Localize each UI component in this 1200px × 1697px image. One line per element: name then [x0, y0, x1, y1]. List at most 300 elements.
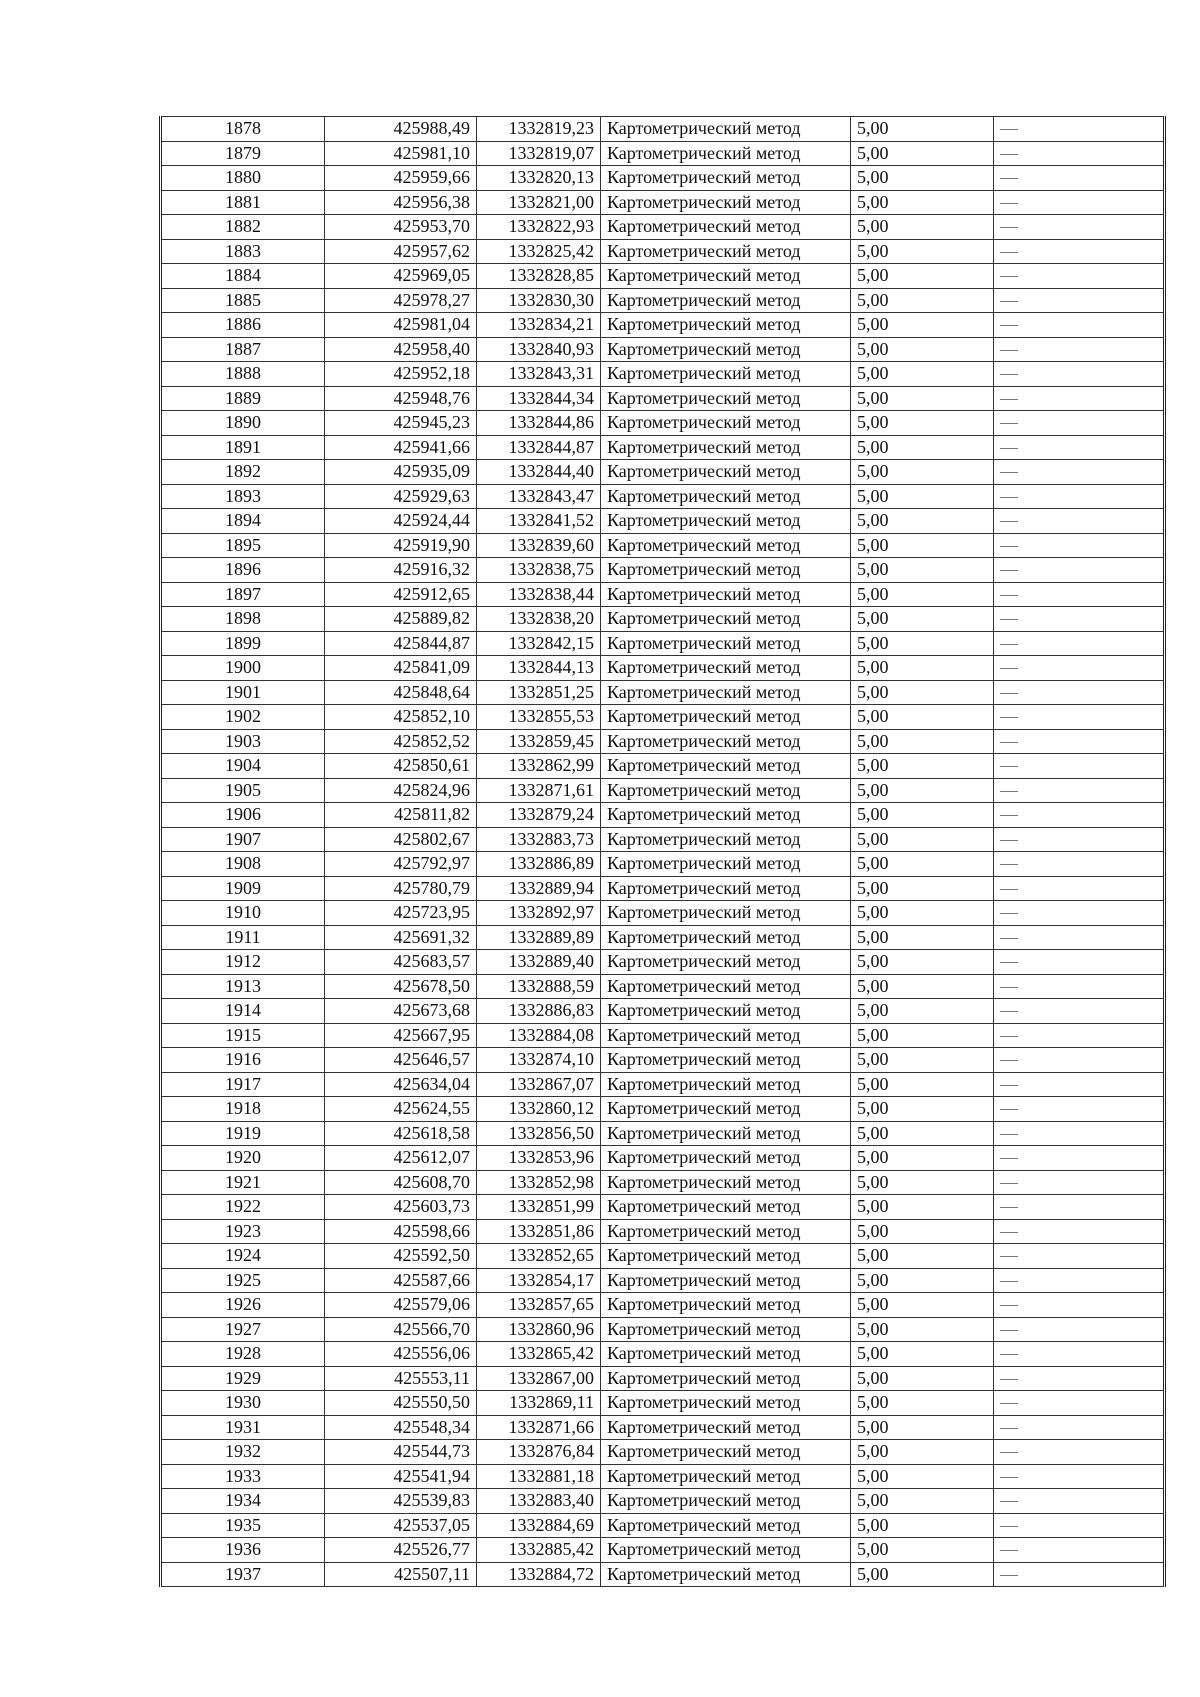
description-cell: —: [994, 1268, 1165, 1293]
table-row: [161, 901, 1165, 926]
method-cell: Картометрический метод: [601, 1391, 851, 1416]
accuracy-cell: 5,00: [851, 215, 994, 240]
table-row: [161, 1464, 1165, 1489]
x-coordinate-cell: 425678,50: [325, 974, 477, 999]
accuracy-cell: 5,00: [851, 827, 994, 852]
point-number-cell: 1915: [161, 1023, 325, 1048]
point-number-cell: 1899: [161, 631, 325, 656]
point-number-cell: 1925: [161, 1268, 325, 1293]
y-coordinate-cell: 1332839,60: [477, 533, 601, 558]
table-row: [161, 362, 1165, 387]
method-cell: Картометрический метод: [601, 313, 851, 338]
x-coordinate-cell: 425792,97: [325, 852, 477, 877]
table-body: [161, 117, 1165, 1587]
description-cell: —: [994, 435, 1165, 460]
description-cell: —: [994, 533, 1165, 558]
description-cell: —: [994, 362, 1165, 387]
method-cell: Картометрический метод: [601, 190, 851, 215]
point-number-cell: 1890: [161, 411, 325, 436]
y-coordinate-cell: 1332842,15: [477, 631, 601, 656]
method-cell: Картометрический метод: [601, 754, 851, 779]
point-number-cell: 1919: [161, 1121, 325, 1146]
table-row: [161, 288, 1165, 313]
accuracy-cell: 5,00: [851, 729, 994, 754]
x-coordinate-cell: 425889,82: [325, 607, 477, 632]
table-row: [161, 1072, 1165, 1097]
table-row: [161, 558, 1165, 583]
method-cell: Картометрический метод: [601, 1170, 851, 1195]
table-row: [161, 631, 1165, 656]
point-number-cell: 1881: [161, 190, 325, 215]
x-coordinate-cell: 425553,11: [325, 1366, 477, 1391]
description-cell: —: [994, 778, 1165, 803]
x-coordinate-cell: 425841,09: [325, 656, 477, 681]
description-cell: —: [994, 166, 1165, 191]
description-cell: —: [994, 1293, 1165, 1318]
y-coordinate-cell: 1332828,85: [477, 264, 601, 289]
table-row: [161, 386, 1165, 411]
description-cell: —: [994, 558, 1165, 583]
y-coordinate-cell: 1332820,13: [477, 166, 601, 191]
accuracy-cell: 5,00: [851, 264, 994, 289]
point-number-cell: 1895: [161, 533, 325, 558]
point-number-cell: 1882: [161, 215, 325, 240]
x-coordinate-cell: 425592,50: [325, 1244, 477, 1269]
y-coordinate-cell: 1332851,99: [477, 1195, 601, 1220]
description-cell: —: [994, 337, 1165, 362]
method-cell: Картометрический метод: [601, 1268, 851, 1293]
y-coordinate-cell: 1332884,72: [477, 1562, 601, 1587]
point-number-cell: 1885: [161, 288, 325, 313]
method-cell: Картометрический метод: [601, 264, 851, 289]
accuracy-cell: 5,00: [851, 1489, 994, 1514]
y-coordinate-cell: 1332883,40: [477, 1489, 601, 1514]
method-cell: Картометрический метод: [601, 729, 851, 754]
point-number-cell: 1913: [161, 974, 325, 999]
y-coordinate-cell: 1332859,45: [477, 729, 601, 754]
description-cell: —: [994, 1121, 1165, 1146]
accuracy-cell: 5,00: [851, 925, 994, 950]
x-coordinate-cell: 425848,64: [325, 680, 477, 705]
method-cell: Картометрический метод: [601, 558, 851, 583]
table-row: [161, 1195, 1165, 1220]
y-coordinate-cell: 1332857,65: [477, 1293, 601, 1318]
x-coordinate-cell: 425953,70: [325, 215, 477, 240]
method-cell: Картометрический метод: [601, 1023, 851, 1048]
description-cell: —: [994, 1146, 1165, 1171]
y-coordinate-cell: 1332851,25: [477, 680, 601, 705]
table-row: [161, 264, 1165, 289]
y-coordinate-cell: 1332862,99: [477, 754, 601, 779]
point-number-cell: 1930: [161, 1391, 325, 1416]
point-number-cell: 1928: [161, 1342, 325, 1367]
accuracy-cell: 5,00: [851, 754, 994, 779]
accuracy-cell: 5,00: [851, 876, 994, 901]
method-cell: Картометрический метод: [601, 1121, 851, 1146]
accuracy-cell: 5,00: [851, 1464, 994, 1489]
table-row: [161, 778, 1165, 803]
x-coordinate-cell: 425957,62: [325, 239, 477, 264]
description-cell: —: [994, 509, 1165, 534]
point-number-cell: 1929: [161, 1366, 325, 1391]
accuracy-cell: 5,00: [851, 1170, 994, 1195]
method-cell: Картометрический метод: [601, 533, 851, 558]
point-number-cell: 1894: [161, 509, 325, 534]
accuracy-cell: 5,00: [851, 950, 994, 975]
y-coordinate-cell: 1332867,07: [477, 1072, 601, 1097]
point-number-cell: 1931: [161, 1415, 325, 1440]
x-coordinate-cell: 425683,57: [325, 950, 477, 975]
description-cell: —: [994, 803, 1165, 828]
description-cell: —: [994, 1170, 1165, 1195]
description-cell: —: [994, 1048, 1165, 1073]
table-row: [161, 411, 1165, 436]
y-coordinate-cell: 1332840,93: [477, 337, 601, 362]
y-coordinate-cell: 1332841,52: [477, 509, 601, 534]
table-row: [161, 1562, 1165, 1587]
description-cell: —: [994, 1023, 1165, 1048]
method-cell: Картометрический метод: [601, 141, 851, 166]
y-coordinate-cell: 1332884,69: [477, 1513, 601, 1538]
point-number-cell: 1934: [161, 1489, 325, 1514]
method-cell: Картометрический метод: [601, 680, 851, 705]
method-cell: Картометрический метод: [601, 239, 851, 264]
method-cell: Картометрический метод: [601, 901, 851, 926]
table-row: [161, 705, 1165, 730]
accuracy-cell: 5,00: [851, 362, 994, 387]
description-cell: —: [994, 631, 1165, 656]
method-cell: Картометрический метод: [601, 1219, 851, 1244]
point-number-cell: 1892: [161, 460, 325, 485]
method-cell: Картометрический метод: [601, 460, 851, 485]
method-cell: Картометрический метод: [601, 1072, 851, 1097]
description-cell: —: [994, 411, 1165, 436]
table-row: [161, 313, 1165, 338]
accuracy-cell: 5,00: [851, 1440, 994, 1465]
y-coordinate-cell: 1332889,94: [477, 876, 601, 901]
table-row: [161, 1391, 1165, 1416]
description-cell: —: [994, 705, 1165, 730]
point-number-cell: 1920: [161, 1146, 325, 1171]
method-cell: Картометрический метод: [601, 1097, 851, 1122]
table-row: [161, 190, 1165, 215]
method-cell: Картометрический метод: [601, 215, 851, 240]
table-row: [161, 1268, 1165, 1293]
y-coordinate-cell: 1332844,86: [477, 411, 601, 436]
description-cell: —: [994, 1366, 1165, 1391]
description-cell: —: [994, 386, 1165, 411]
table-row: [161, 509, 1165, 534]
description-cell: —: [994, 313, 1165, 338]
accuracy-cell: 5,00: [851, 1121, 994, 1146]
point-number-cell: 1879: [161, 141, 325, 166]
method-cell: Картометрический метод: [601, 778, 851, 803]
x-coordinate-cell: 425956,38: [325, 190, 477, 215]
accuracy-cell: 5,00: [851, 1415, 994, 1440]
x-coordinate-cell: 425537,05: [325, 1513, 477, 1538]
description-cell: —: [994, 460, 1165, 485]
point-number-cell: 1898: [161, 607, 325, 632]
method-cell: Картометрический метод: [601, 484, 851, 509]
table-row: [161, 166, 1165, 191]
point-number-cell: 1926: [161, 1293, 325, 1318]
point-number-cell: 1907: [161, 827, 325, 852]
x-coordinate-cell: 425852,10: [325, 705, 477, 730]
y-coordinate-cell: 1332871,61: [477, 778, 601, 803]
point-number-cell: 1884: [161, 264, 325, 289]
accuracy-cell: 5,00: [851, 460, 994, 485]
coordinates-table: [159, 116, 1166, 1587]
method-cell: Картометрический метод: [601, 117, 851, 142]
x-coordinate-cell: 425850,61: [325, 754, 477, 779]
y-coordinate-cell: 1332883,73: [477, 827, 601, 852]
x-coordinate-cell: 425556,06: [325, 1342, 477, 1367]
y-coordinate-cell: 1332884,08: [477, 1023, 601, 1048]
x-coordinate-cell: 425959,66: [325, 166, 477, 191]
y-coordinate-cell: 1332853,96: [477, 1146, 601, 1171]
table-row: [161, 239, 1165, 264]
method-cell: Картометрический метод: [601, 974, 851, 999]
y-coordinate-cell: 1332844,40: [477, 460, 601, 485]
description-cell: —: [994, 239, 1165, 264]
point-number-cell: 1891: [161, 435, 325, 460]
accuracy-cell: 5,00: [851, 1513, 994, 1538]
point-number-cell: 1910: [161, 901, 325, 926]
x-coordinate-cell: 425507,11: [325, 1562, 477, 1587]
table-row: [161, 460, 1165, 485]
x-coordinate-cell: 425608,70: [325, 1170, 477, 1195]
method-cell: Картометрический метод: [601, 166, 851, 191]
point-number-cell: 1918: [161, 1097, 325, 1122]
accuracy-cell: 5,00: [851, 1097, 994, 1122]
point-number-cell: 1922: [161, 1195, 325, 1220]
table-row: [161, 1489, 1165, 1514]
table-row: [161, 1146, 1165, 1171]
point-number-cell: 1909: [161, 876, 325, 901]
table-row: [161, 582, 1165, 607]
point-number-cell: 1923: [161, 1219, 325, 1244]
table-row: [161, 754, 1165, 779]
point-number-cell: 1906: [161, 803, 325, 828]
y-coordinate-cell: 1332830,30: [477, 288, 601, 313]
x-coordinate-cell: 425852,52: [325, 729, 477, 754]
method-cell: Картометрический метод: [601, 803, 851, 828]
description-cell: —: [994, 1489, 1165, 1514]
method-cell: Картометрический метод: [601, 607, 851, 632]
y-coordinate-cell: 1332819,07: [477, 141, 601, 166]
description-cell: —: [994, 999, 1165, 1024]
x-coordinate-cell: 425526,77: [325, 1538, 477, 1563]
y-coordinate-cell: 1332822,93: [477, 215, 601, 240]
table-row: [161, 1440, 1165, 1465]
point-number-cell: 1880: [161, 166, 325, 191]
accuracy-cell: 5,00: [851, 1391, 994, 1416]
y-coordinate-cell: 1332838,75: [477, 558, 601, 583]
table-row: [161, 1366, 1165, 1391]
point-number-cell: 1937: [161, 1562, 325, 1587]
description-cell: —: [994, 852, 1165, 877]
method-cell: Картометрический метод: [601, 876, 851, 901]
description-cell: —: [994, 925, 1165, 950]
y-coordinate-cell: 1332865,42: [477, 1342, 601, 1367]
point-number-cell: 1911: [161, 925, 325, 950]
x-coordinate-cell: 425544,73: [325, 1440, 477, 1465]
method-cell: Картометрический метод: [601, 1146, 851, 1171]
description-cell: —: [994, 1244, 1165, 1269]
point-number-cell: 1916: [161, 1048, 325, 1073]
x-coordinate-cell: 425624,55: [325, 1097, 477, 1122]
method-cell: Картометрический метод: [601, 1293, 851, 1318]
method-cell: Картометрический метод: [601, 827, 851, 852]
y-coordinate-cell: 1332834,21: [477, 313, 601, 338]
method-cell: Картометрический метод: [601, 852, 851, 877]
description-cell: —: [994, 1391, 1165, 1416]
point-number-cell: 1904: [161, 754, 325, 779]
description-cell: —: [994, 582, 1165, 607]
x-coordinate-cell: 425634,04: [325, 1072, 477, 1097]
y-coordinate-cell: 1332888,59: [477, 974, 601, 999]
point-number-cell: 1897: [161, 582, 325, 607]
y-coordinate-cell: 1332851,86: [477, 1219, 601, 1244]
x-coordinate-cell: 425566,70: [325, 1317, 477, 1342]
point-number-cell: 1914: [161, 999, 325, 1024]
table-row: [161, 1121, 1165, 1146]
point-number-cell: 1902: [161, 705, 325, 730]
point-number-cell: 1935: [161, 1513, 325, 1538]
method-cell: Картометрический метод: [601, 386, 851, 411]
x-coordinate-cell: 425603,73: [325, 1195, 477, 1220]
y-coordinate-cell: 1332886,83: [477, 999, 601, 1024]
accuracy-cell: 5,00: [851, 607, 994, 632]
x-coordinate-cell: 425811,82: [325, 803, 477, 828]
method-cell: Картометрический метод: [601, 950, 851, 975]
table-row: [161, 1048, 1165, 1073]
x-coordinate-cell: 425912,65: [325, 582, 477, 607]
table-row: [161, 680, 1165, 705]
x-coordinate-cell: 425612,07: [325, 1146, 477, 1171]
x-coordinate-cell: 425941,66: [325, 435, 477, 460]
description-cell: —: [994, 607, 1165, 632]
description-cell: —: [994, 974, 1165, 999]
description-cell: —: [994, 1317, 1165, 1342]
accuracy-cell: 5,00: [851, 1244, 994, 1269]
point-number-cell: 1888: [161, 362, 325, 387]
table-row: [161, 141, 1165, 166]
x-coordinate-cell: 425948,76: [325, 386, 477, 411]
accuracy-cell: 5,00: [851, 1219, 994, 1244]
y-coordinate-cell: 1332838,44: [477, 582, 601, 607]
table-row: [161, 1219, 1165, 1244]
description-cell: —: [994, 950, 1165, 975]
x-coordinate-cell: 425548,34: [325, 1415, 477, 1440]
point-number-cell: 1900: [161, 656, 325, 681]
accuracy-cell: 5,00: [851, 1538, 994, 1563]
point-number-cell: 1905: [161, 778, 325, 803]
table-row: [161, 827, 1165, 852]
description-cell: —: [994, 1195, 1165, 1220]
accuracy-cell: 5,00: [851, 386, 994, 411]
description-cell: —: [994, 1513, 1165, 1538]
accuracy-cell: 5,00: [851, 558, 994, 583]
table-row: [161, 1415, 1165, 1440]
point-number-cell: 1924: [161, 1244, 325, 1269]
description-cell: —: [994, 1415, 1165, 1440]
x-coordinate-cell: 425541,94: [325, 1464, 477, 1489]
x-coordinate-cell: 425579,06: [325, 1293, 477, 1318]
x-coordinate-cell: 425646,57: [325, 1048, 477, 1073]
table-row: [161, 1538, 1165, 1563]
accuracy-cell: 5,00: [851, 1562, 994, 1587]
method-cell: Картометрический метод: [601, 1440, 851, 1465]
y-coordinate-cell: 1332876,84: [477, 1440, 601, 1465]
method-cell: Картометрический метод: [601, 631, 851, 656]
y-coordinate-cell: 1332886,89: [477, 852, 601, 877]
y-coordinate-cell: 1332844,87: [477, 435, 601, 460]
table-row: [161, 1513, 1165, 1538]
method-cell: Картометрический метод: [601, 435, 851, 460]
y-coordinate-cell: 1332860,12: [477, 1097, 601, 1122]
y-coordinate-cell: 1332852,98: [477, 1170, 601, 1195]
point-number-cell: 1886: [161, 313, 325, 338]
point-number-cell: 1933: [161, 1464, 325, 1489]
method-cell: Картометрический метод: [601, 705, 851, 730]
table-row: [161, 1293, 1165, 1318]
accuracy-cell: 5,00: [851, 141, 994, 166]
accuracy-cell: 5,00: [851, 117, 994, 142]
y-coordinate-cell: 1332856,50: [477, 1121, 601, 1146]
method-cell: Картометрический метод: [601, 362, 851, 387]
accuracy-cell: 5,00: [851, 778, 994, 803]
x-coordinate-cell: 425945,23: [325, 411, 477, 436]
accuracy-cell: 5,00: [851, 901, 994, 926]
x-coordinate-cell: 425916,32: [325, 558, 477, 583]
y-coordinate-cell: 1332892,97: [477, 901, 601, 926]
description-cell: —: [994, 1562, 1165, 1587]
method-cell: Картометрический метод: [601, 288, 851, 313]
accuracy-cell: 5,00: [851, 313, 994, 338]
accuracy-cell: 5,00: [851, 1048, 994, 1073]
point-number-cell: 1912: [161, 950, 325, 975]
y-coordinate-cell: 1332881,18: [477, 1464, 601, 1489]
point-number-cell: 1932: [161, 1440, 325, 1465]
x-coordinate-cell: 425723,95: [325, 901, 477, 926]
description-cell: —: [994, 190, 1165, 215]
accuracy-cell: 5,00: [851, 411, 994, 436]
point-number-cell: 1936: [161, 1538, 325, 1563]
accuracy-cell: 5,00: [851, 1072, 994, 1097]
x-coordinate-cell: 425844,87: [325, 631, 477, 656]
method-cell: Картометрический метод: [601, 1489, 851, 1514]
table-row: [161, 974, 1165, 999]
point-number-cell: 1889: [161, 386, 325, 411]
y-coordinate-cell: 1332860,96: [477, 1317, 601, 1342]
y-coordinate-cell: 1332885,42: [477, 1538, 601, 1563]
table-row: [161, 215, 1165, 240]
y-coordinate-cell: 1332879,24: [477, 803, 601, 828]
description-cell: —: [994, 484, 1165, 509]
x-coordinate-cell: 425981,04: [325, 313, 477, 338]
point-number-cell: 1887: [161, 337, 325, 362]
accuracy-cell: 5,00: [851, 1146, 994, 1171]
point-number-cell: 1908: [161, 852, 325, 877]
x-coordinate-cell: 425618,58: [325, 1121, 477, 1146]
description-cell: —: [994, 288, 1165, 313]
point-number-cell: 1893: [161, 484, 325, 509]
x-coordinate-cell: 425935,09: [325, 460, 477, 485]
accuracy-cell: 5,00: [851, 1293, 994, 1318]
accuracy-cell: 5,00: [851, 435, 994, 460]
method-cell: Картометрический метод: [601, 509, 851, 534]
